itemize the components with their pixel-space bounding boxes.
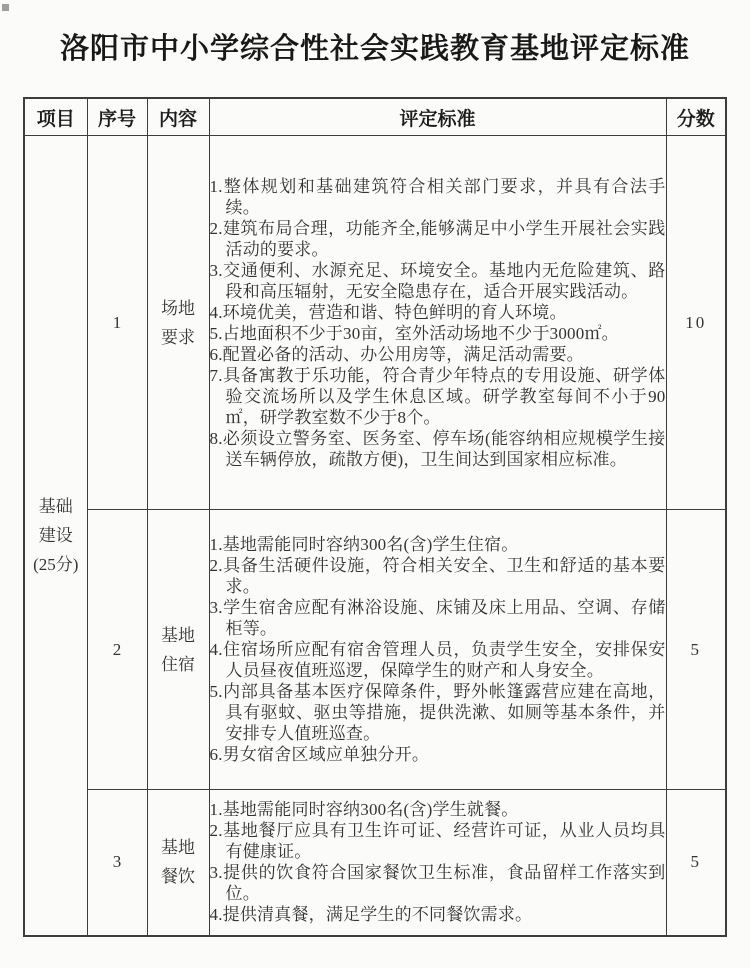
- criteria-item: 2.基地餐厅应具有卫生许可证、经营许可证，从业人员均具有健康证。: [209, 821, 666, 862]
- criteria-item: 6.男女宿舍区域应单独分开。: [209, 745, 430, 764]
- criteria-item: 2.具备生活硬件设施，符合相关安全、卫生和舒适的基本要求。: [209, 556, 666, 596]
- criteria-cell: [209, 136, 666, 510]
- col-header-score: 分数: [666, 98, 726, 136]
- project-group-name-line1: 基础: [38, 496, 73, 516]
- col-header-serial: 序号: [87, 98, 147, 136]
- project-group-cell: [24, 136, 87, 936]
- content-line: 要求: [161, 327, 195, 347]
- project-group-score-note: (25分): [33, 554, 79, 574]
- criteria-item: 3.交通便利、水源充足、环境安全。基地内无危险建筑、路段和高压辐射，无安全隐患存在，适合开展实践活动。: [209, 260, 666, 301]
- criteria-item: 3.学生宿舍应配有淋浴设施、床铺及床上用品、空调、存储柜等。: [209, 598, 666, 638]
- content-line: 住宿: [161, 654, 195, 674]
- content-line: 基地: [161, 838, 195, 858]
- criteria-table: [23, 97, 727, 937]
- serial-cell: 1: [87, 136, 147, 510]
- table-row-site: [24, 136, 726, 510]
- col-header-project: 项目: [24, 98, 87, 136]
- criteria-list: [210, 799, 666, 925]
- score-cell: 5: [666, 790, 726, 936]
- criteria-item: 8.必须设立警务室、医务室、停车场(能容纳相应规模学生接送车辆停放，疏散方便)，卫生间达到国家相应标准。: [209, 428, 666, 469]
- criteria-item: 2.建筑布局合理，功能齐全,能够满足中小学生开展社会实践活动的要求。: [209, 218, 666, 259]
- col-header-content: 内容: [147, 98, 209, 136]
- criteria-item: 1.基地需能同时容纳300名(含)学生就餐。: [209, 800, 519, 820]
- page-title: 洛阳市中小学综合性社会实践教育基地评定标准: [59, 33, 690, 65]
- criteria-item: 5.占地面积不少于30亩，室外活动场地不少于3000㎡。: [209, 323, 619, 343]
- content-line: 场地: [161, 298, 195, 318]
- criteria-item: 3.提供的饮食符合国家餐饮卫生标准，食品留样工作落实到位。: [209, 863, 666, 904]
- criteria-list: [210, 176, 666, 470]
- table-row-lodging: [24, 510, 726, 790]
- table-row-dining: [24, 790, 726, 936]
- criteria-cell: [209, 510, 666, 790]
- content-line: 餐饮: [161, 867, 195, 887]
- header-row: [24, 98, 726, 136]
- criteria-item: 4.提供清真餐，满足学生的不同餐饮需求。: [209, 905, 533, 925]
- scan-artifact: [2, 4, 9, 11]
- col-header-criteria: 评定标准: [209, 98, 666, 136]
- criteria-item: 7.具备寓教于乐功能，符合青少年特点的专用设施、研学体验交流场所以及学生休息区域。研学教室每间不小于90㎡，研学教室数不少于8个。: [209, 365, 666, 427]
- criteria-item: 4.环境优美，营造和谐、特色鲜明的育人环境。: [209, 302, 567, 322]
- content-cell: [147, 790, 209, 936]
- serial-cell: 3: [87, 790, 147, 936]
- content-cell: [147, 136, 209, 510]
- content-line: 基地: [161, 625, 195, 645]
- criteria-item: 6.配置必备的活动、办公用房等，满足活动需要。: [209, 344, 584, 364]
- project-group-name-line2: 建设: [38, 525, 73, 545]
- criteria-item: 4.住宿场所应配有宿舍管理人员，负责学生安全，安排保安人员昼夜值班巡逻，保障学生的财产和人身安全。: [209, 640, 666, 680]
- serial-cell: 2: [87, 510, 147, 790]
- criteria-cell: [209, 790, 666, 936]
- score-cell: 10: [666, 136, 726, 510]
- score-cell: 5: [666, 510, 726, 790]
- criteria-item: 5.内部具备基本医疗保障条件，野外帐篷露营应建在高地，具有驱蚊、驱虫等措施，提供洗漱、如厕等基本条件，并安排专人值班巡查。: [209, 682, 666, 743]
- criteria-item: 1.基地需能同时容纳300名(含)学生住宿。: [209, 535, 519, 554]
- criteria-item: 1.整体规划和基础建筑符合相关部门要求，并具有合法手续。: [209, 176, 666, 217]
- content-cell: [147, 510, 209, 790]
- criteria-list: [210, 534, 666, 765]
